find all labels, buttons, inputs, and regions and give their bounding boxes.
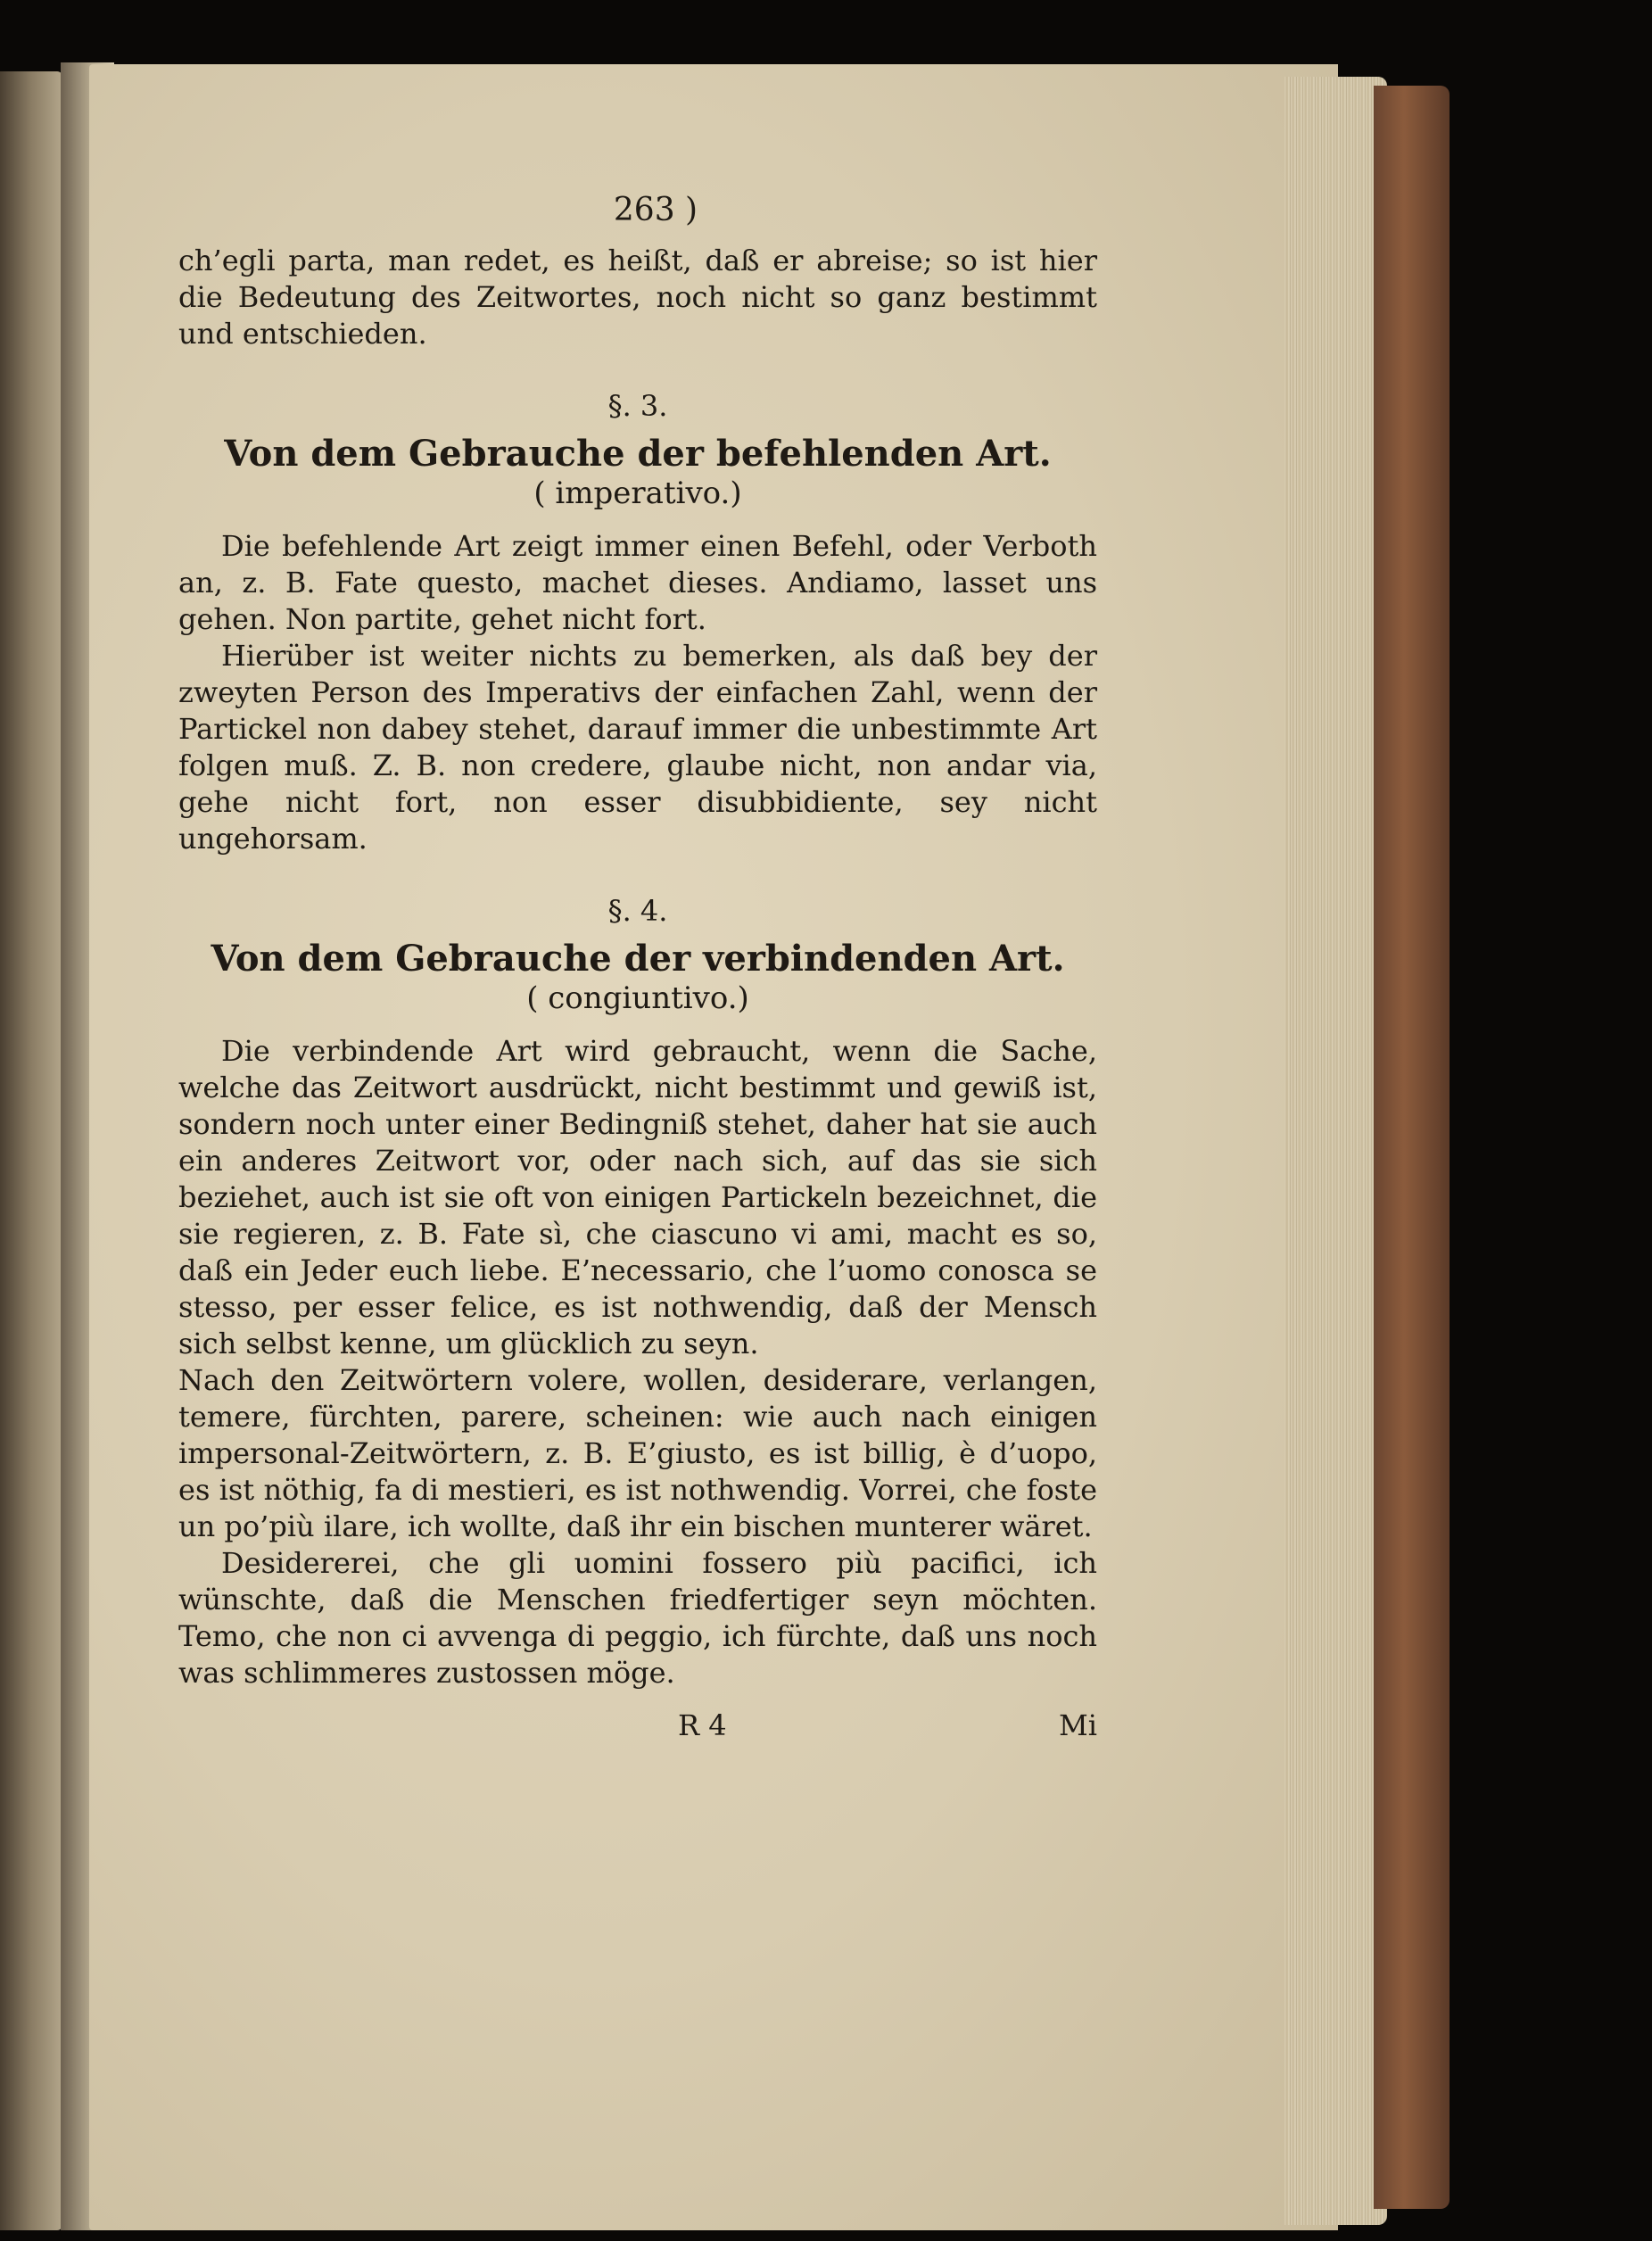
section-4-paragraph-1: Die verbindende Art wird gebraucht, wenn die Sache, welche das Zeitwort ausdrückt, nicht bestimmt und gewiß ist, sondern noch unter einer Bedingniß stehet, daher hat sie auch ein anderes Zeitwort vor, oder nach sich, auf das sie sich beziehet, auch ist sie oft von einigen Partickeln bezeichnet, die sie regieren, z. B. Fate sì, che ciascuno vi ami, macht es so, daß ein Jeder euch liebe. E’necessario, che l’uomo conosca se stesso, per esser felice, es ist nothwendig, daß der Mensch sich selbst kenne, um glücklich zu seyn.	[178, 1034, 1097, 1360]
page-footer	[178, 1708, 1097, 1747]
signature-mark: R 4	[678, 1708, 727, 1742]
section-3-heading: Von dem Gebrauche der befehlenden Art.	[224, 433, 1052, 475]
intro-paragraph: ch’egli parta, man redet, es heißt, daß er abreise; so ist hier die Bedeutung des Zeitwortes, noch nicht so ganz bestimmt und entschieden.	[178, 244, 1097, 351]
page-number: 263 )	[613, 192, 698, 228]
section-3-paragraph-2: Hierüber ist weiter nichts zu bemerken, als daß bey der zweyten Person des Imperativs der einfachen Zahl, wenn der Partickel non dabey stehet, darauf immer die unbestimmte Art folgen muß. Z. B. non credere, glaube nicht, non andar via, gehe nicht fort, non esser disubbidiente, sey nicht ungehorsam.	[178, 639, 1097, 856]
section-4-paragraph-3: Desidererei, che gli uomini fossero più pacifici, ich wünschte, daß die Menschen friedfertiger seyn möchten. Temo, che non ci avvenga di peggio, ich fürchte, daß uns noch was schlimmeres zustossen möge.	[178, 1546, 1097, 1690]
section-4-paragraph-2: Nach den Zeitwörtern volere, wollen, desiderare, verlangen, temere, fürchten, parere, scheinen: wie auch nach einigen impersonal-Zeitwörtern, z. B. E’giusto, es ist billig, è d’uopo, es ist nöthig, fa di mestieri, es ist nothwendig. Vorrei, che foste un po’più ilare, ich wollte, daß ihr ein bischen munterer wäret.	[178, 1363, 1097, 1543]
section-3-number: §. 3.	[607, 389, 668, 423]
book-cover-edge	[1374, 86, 1450, 2209]
section-3-paragraph-1: Die befehlende Art zeigt immer einen Befehl, oder Verboth an, z. B. Fate questo, machet dieses. Andiamo, lasset uns gehen. Non partite, gehet nicht fort.	[178, 529, 1097, 636]
section-3-subtitle: ( imperativo.)	[533, 475, 742, 511]
section-4-number: §. 4.	[607, 894, 668, 928]
section-4-heading: Von dem Gebrauche der verbindenden Art.	[211, 938, 1065, 980]
page-text-block	[178, 192, 1097, 1747]
left-page-edge	[0, 71, 62, 2230]
catchword: Mi	[1059, 1708, 1097, 1742]
page-edges-stack	[1284, 77, 1387, 2225]
section-4-subtitle: ( congiuntivo.)	[526, 980, 749, 1016]
